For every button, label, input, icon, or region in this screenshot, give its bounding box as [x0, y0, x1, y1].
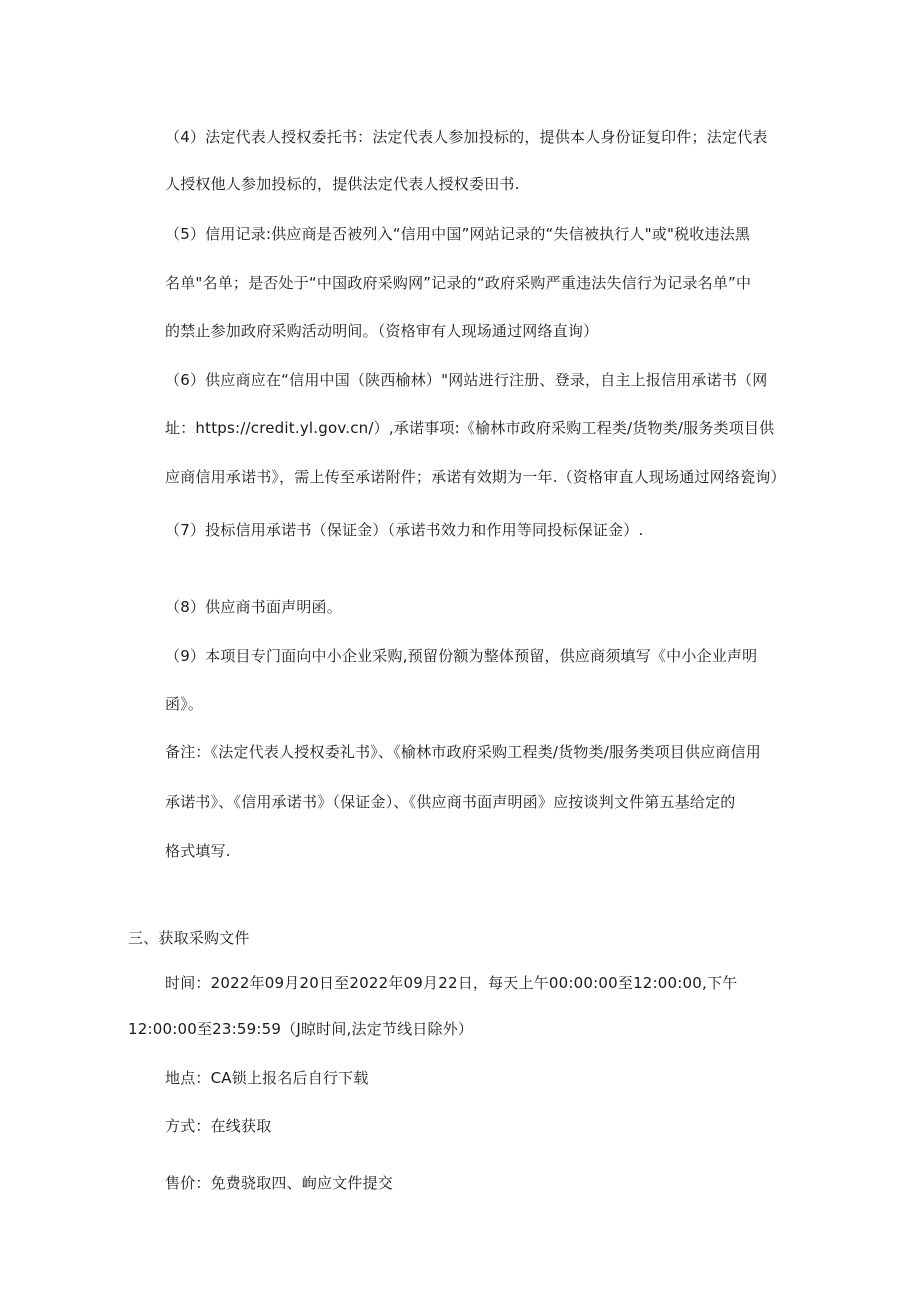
item5-line2: 名单"名单；是否处于“中国政府采购网”记录的“政府采购严重违法失信行为记录名单”中	[165, 274, 752, 292]
note-line3: 格式填写.	[165, 842, 231, 860]
section3-location: 地点：CA锁上报名后自行下载	[165, 1069, 369, 1087]
item5-line3: 的禁止参加政府采购活动明间。（资格审有人现场通过网络直询）	[165, 322, 599, 340]
item7-line1: （7）投标信用承诺书（保证金）（承诺书效力和作用等同投标保证金）.	[165, 521, 644, 539]
section3-time-line2: 12:00:00至23:59:59（J晾时间,法定节线日除外）	[128, 1020, 474, 1038]
item4-line2: 人授权他人参加投标的，提供法定代表人授权委田书.	[165, 175, 520, 193]
item5-line1: （5）信用记录:供应商是否被列入“信用中国”网站记录的“失信被执行人"或"税收违法黑	[165, 225, 751, 243]
section3-time-line1: 时间：2022年09月20日至2022年09月22日，每天上午00:00:00至12:00:00,下午	[165, 974, 738, 992]
item4-line1: （4）法定代表人授权委托书：法定代表人参加投标的，提供本人身份证复印件；法定代表	[165, 128, 768, 146]
item9-line1: （9）本项目专门面向中小企业采购,预留份额为整体预留，供应商须填写《中小企业声明	[165, 647, 758, 665]
item9-line2: 函》。	[165, 695, 204, 713]
note-line2: 承诺书》、《信用承诺书》（保证金）、《供应商书面声明函》应按谈判文件第五基给定的	[165, 793, 736, 811]
item6-line1: （6）供应商应在“信用中国（陕西榆林）"网站进行注册、登录，自主上报信用承诺书（网	[165, 371, 768, 389]
item6-line2: 址：https://credit.yl.gov.cn/）,承诺事项:《榆林市政府采购工程类/货物类/服务类项目供	[165, 419, 775, 437]
item8-line1: （8）供应商书面声明函。	[165, 598, 342, 616]
section3-price: 售价：免费骁取四、峋应文件提交	[165, 1174, 394, 1192]
note-line1: 备注：《法定代表人授权委礼书》、《榆林市政府采购工程类/货物类/服务类项目供应商信用	[165, 743, 762, 761]
section3-method: 方式：在线获取	[165, 1117, 272, 1135]
item6-line3: 应商信用承诺书》，需上传至承诺附件；承诺有效期为一年.（资格审直人现场通过网络瓷询）	[165, 468, 786, 486]
section3-heading: 三、获取采购文件	[128, 929, 250, 947]
